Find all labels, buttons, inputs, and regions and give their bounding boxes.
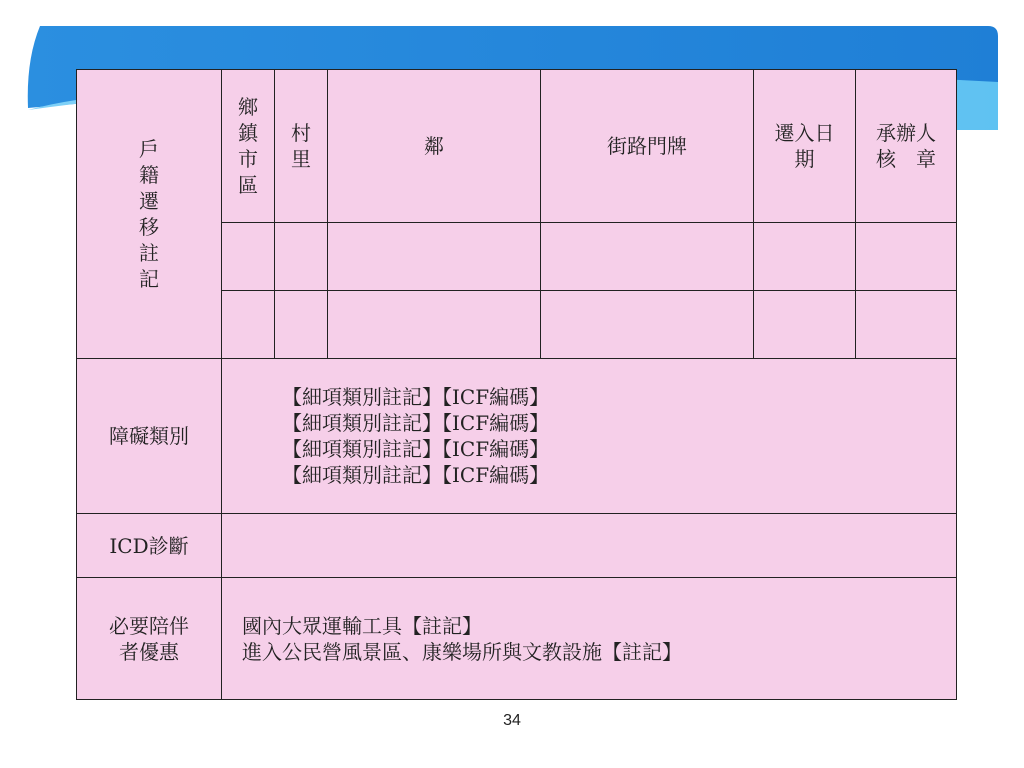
empty-cell xyxy=(275,223,328,291)
empty-cell xyxy=(275,291,328,359)
companion-benefit-label: 必要陪伴 者優惠 xyxy=(77,578,222,700)
household-migration-label: 戶 籍 遷 移 註 記 xyxy=(77,70,222,359)
empty-cell xyxy=(856,223,957,291)
move-in-date-header: 遷入日 期 xyxy=(754,70,856,223)
officer-seal-header: 承辦人 核 章 xyxy=(856,70,957,223)
disability-item: 【細項類別註記】【ICF編碼】 xyxy=(282,463,550,487)
registration-table xyxy=(76,69,957,700)
street-header: 街路門牌 xyxy=(541,70,754,223)
empty-cell xyxy=(328,291,541,359)
empty-cell xyxy=(856,291,957,359)
empty-cell xyxy=(222,223,275,291)
village-header: 村 里 xyxy=(275,70,328,223)
disability-item: 【細項類別註記】【ICF編碼】 xyxy=(282,411,550,435)
empty-cell xyxy=(222,291,275,359)
township-header: 鄉 鎮 市 區 xyxy=(222,70,275,223)
page-number: 34 xyxy=(503,712,521,729)
empty-cell xyxy=(754,291,856,359)
icd-diagnosis-label: ICD診斷 xyxy=(77,514,222,578)
empty-cell xyxy=(754,223,856,291)
neighborhood-header: 鄰 xyxy=(328,70,541,223)
disability-category-list xyxy=(222,359,957,514)
disability-item: 【細項類別註記】【ICF編碼】 xyxy=(282,385,550,409)
benefit-item: 國內大眾運輸工具【註記】 xyxy=(242,613,482,638)
empty-cell xyxy=(328,223,541,291)
companion-benefit-list xyxy=(222,578,957,700)
empty-cell xyxy=(541,223,754,291)
icd-diagnosis-value xyxy=(222,514,957,578)
disability-item: 【細項類別註記】【ICF編碼】 xyxy=(282,437,550,461)
disability-category-label: 障礙類別 xyxy=(77,359,222,514)
empty-cell xyxy=(541,291,754,359)
benefit-item: 進入公民營風景區、康樂場所與文教設施【註記】 xyxy=(242,639,682,664)
